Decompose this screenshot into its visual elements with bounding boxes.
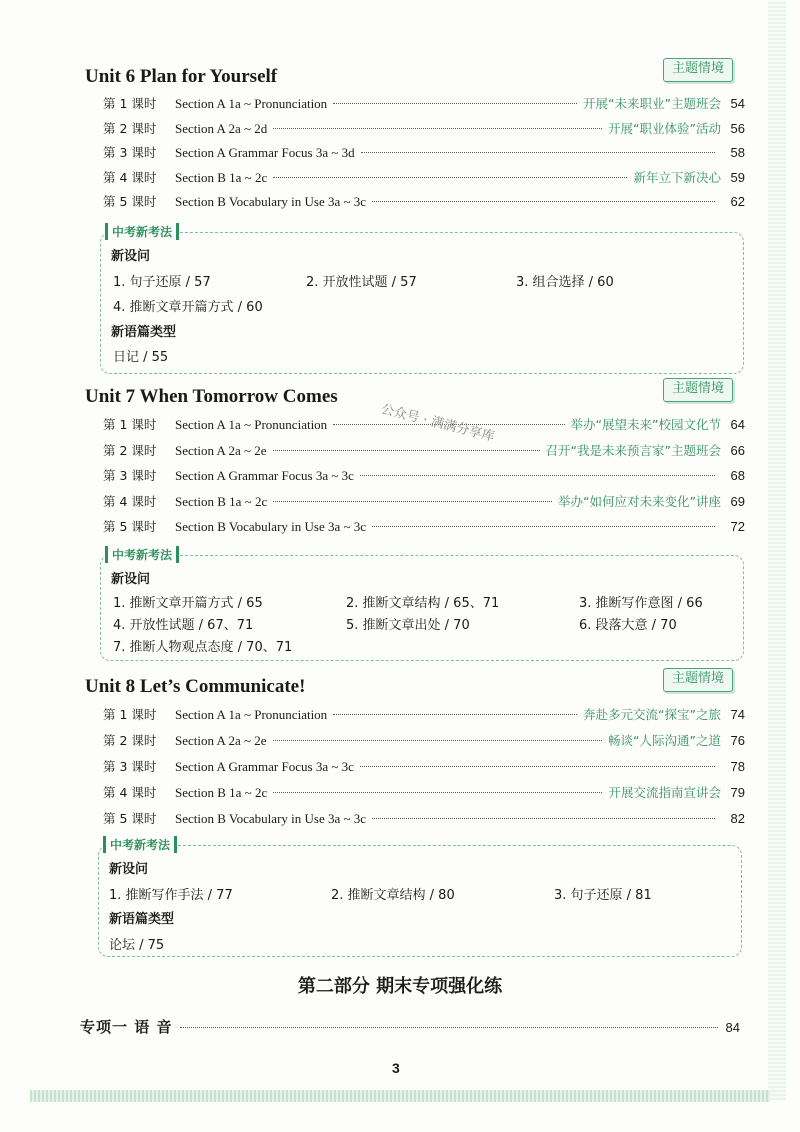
new-question-heading: 新设问 (111, 249, 151, 264)
lesson-section: Section A Grammar Focus 3a ~ 3c (175, 468, 354, 483)
exam-box-label: 中考新考法 (105, 546, 179, 563)
lesson-page: 74 (730, 707, 745, 722)
unit-6-section (85, 61, 745, 215)
lesson-section: Section B Vocabulary in Use 3a ~ 3c (175, 811, 367, 826)
exam-item: 1. 句子还原 / 57 (113, 275, 211, 290)
page-number: 3 (392, 1060, 400, 1076)
unit-8-lesson-list (85, 702, 745, 832)
genre-item: 论坛 / 75 (109, 938, 165, 953)
lesson-page: 69 (730, 493, 745, 509)
unit-7-exam-box (100, 548, 744, 661)
lesson-theme: 开展“职业体验”活动 (608, 120, 721, 136)
lesson-theme: 新年立下新决心 (633, 169, 721, 185)
leader-dots (273, 450, 540, 451)
unit-8-section (85, 671, 745, 832)
unit-6-title: Unit 6 Plan for Yourself (85, 66, 278, 87)
lesson-page: 79 (730, 785, 745, 800)
leader-dots (361, 152, 715, 153)
lesson-page: 78 (730, 759, 745, 774)
lesson-number: 第 3 课时 (103, 759, 157, 774)
unit-7-lesson-3[interactable] (85, 463, 745, 489)
lesson-theme: 开展“未来职业”主题班会 (583, 96, 721, 111)
page-edge-decoration (768, 0, 786, 1100)
lesson-theme: 开展交流指南宣讲会 (608, 785, 721, 800)
unit-8-title: Unit 8 Let’s Communicate! (85, 676, 306, 697)
lesson-number: 第 2 课时 (103, 733, 157, 748)
lesson-page: 62 (730, 194, 745, 209)
leader-dots (333, 714, 577, 715)
new-question-heading: 新设问 (111, 572, 151, 587)
special-1-entry[interactable] (80, 1016, 740, 1037)
exam-item: 5. 推断文章出处 / 70 (346, 618, 470, 633)
footer-decoration (30, 1090, 770, 1102)
lesson-number: 第 2 课时 (103, 120, 157, 136)
exam-item: 2. 推断文章结构 / 80 (331, 888, 455, 903)
leader-dots (273, 792, 602, 793)
lesson-page: 76 (730, 733, 745, 748)
lesson-theme: 奔赴多元交流“探宝”之旅 (583, 707, 721, 722)
unit-8-lesson-1[interactable] (85, 702, 745, 728)
unit-8-lesson-4[interactable] (85, 780, 745, 806)
lesson-section: Section A 2a ~ 2e (175, 733, 267, 748)
lesson-theme: 畅谈“人际沟通”之道 (608, 733, 721, 748)
unit-7-theme-tag: 主题情境 (663, 378, 733, 402)
lesson-page: 66 (730, 442, 745, 458)
lesson-number: 第 5 课时 (103, 519, 157, 534)
lesson-section: Section A 1a ~ Pronunciation (175, 707, 328, 722)
leader-dots (372, 526, 715, 527)
exam-box-label: 中考新考法 (105, 223, 179, 240)
exam-item: 4. 推断文章开篇方式 / 60 (113, 300, 263, 315)
lesson-section: Section B Vocabulary in Use 3a ~ 3c (175, 194, 367, 209)
exam-item: 2. 推断文章结构 / 65、71 (346, 596, 500, 611)
lesson-theme: 举办“如何应对未来变化”讲座 (558, 493, 721, 509)
exam-item: 1. 推断写作手法 / 77 (109, 888, 233, 903)
lesson-number: 第 5 课时 (103, 811, 157, 826)
lesson-number: 第 4 课时 (103, 493, 157, 509)
unit-6-lesson-3[interactable] (85, 141, 745, 166)
leader-dots (333, 103, 577, 104)
unit-8-theme-tag: 主题情境 (663, 668, 733, 692)
leader-dots (273, 128, 602, 129)
lesson-number: 第 5 课时 (103, 194, 157, 209)
unit-8-lesson-3[interactable] (85, 754, 745, 780)
leader-dots (273, 740, 603, 741)
unit-7-lesson-list (85, 412, 745, 540)
leader-dots (180, 1027, 717, 1028)
unit-7-lesson-2[interactable] (85, 438, 745, 464)
unit-8-lesson-5[interactable] (85, 806, 745, 832)
lesson-number: 第 1 课时 (103, 707, 157, 722)
unit-6-theme-tag: 主题情境 (663, 58, 733, 82)
exam-box-label: 中考新考法 (103, 836, 177, 853)
exam-item: 4. 开放性试题 / 67、71 (113, 618, 254, 633)
new-genre-heading: 新语篇类型 (111, 325, 177, 340)
lesson-theme: 举办“展望未来”校园文化节 (570, 417, 721, 432)
lesson-page: 64 (730, 417, 745, 432)
genre-item: 日记 / 55 (113, 350, 169, 365)
lesson-section: Section A 2a ~ 2d (175, 120, 268, 136)
exam-item: 2. 开放性试题 / 57 (306, 275, 417, 290)
watermark: 公众号 · 满满分享库 (379, 402, 497, 445)
lesson-section: Section A 1a ~ Pronunciation (175, 417, 328, 432)
unit-6-lesson-list (85, 92, 745, 215)
unit-7-lesson-4[interactable] (85, 489, 745, 515)
unit-7-title: Unit 7 When Tomorrow Comes (85, 386, 338, 407)
lesson-number: 第 1 课时 (103, 96, 157, 111)
exam-item: 3. 推断写作意图 / 66 (579, 596, 703, 611)
unit-6-lesson-4[interactable] (85, 166, 745, 191)
unit-6-lesson-2[interactable] (85, 117, 745, 142)
exam-item: 6. 段落大意 / 70 (579, 618, 677, 633)
exam-item: 3. 组合选择 / 60 (516, 275, 614, 290)
exam-item: 3. 句子还原 / 81 (554, 888, 652, 903)
lesson-number: 第 1 课时 (103, 417, 157, 432)
leader-dots (360, 766, 715, 767)
lesson-section: Section B 1a ~ 2c (175, 169, 268, 185)
unit-6-lesson-5[interactable] (85, 190, 745, 215)
unit-7-lesson-5[interactable] (85, 514, 745, 540)
unit-6-exam-box (100, 225, 744, 374)
lesson-page: 82 (730, 811, 745, 826)
lesson-page: 72 (730, 519, 745, 534)
exam-item: 7. 推断人物观点态度 / 70、71 (113, 640, 293, 655)
lesson-theme: 召开“我是未来预言家”主题班会 (545, 442, 721, 458)
new-question-heading: 新设问 (109, 862, 149, 877)
lesson-page: 54 (730, 96, 745, 111)
special-1-page: 84 (725, 1020, 740, 1035)
lesson-section: Section A Grammar Focus 3a ~ 3d (175, 145, 355, 160)
lesson-number: 第 3 课时 (103, 468, 157, 483)
unit-8-lesson-2[interactable] (85, 728, 745, 754)
lesson-page: 58 (730, 145, 745, 160)
leader-dots (372, 818, 715, 819)
lesson-number: 第 3 课时 (103, 145, 157, 160)
lesson-section: Section B 1a ~ 2c (175, 493, 268, 509)
lesson-page: 59 (730, 169, 745, 185)
unit-8-exam-box (98, 838, 742, 957)
leader-dots (273, 177, 627, 178)
new-genre-heading: 新语篇类型 (109, 912, 175, 927)
lesson-section: Section A 2a ~ 2e (175, 442, 267, 458)
lesson-number: 第 4 课时 (103, 169, 157, 185)
part-2-title: 第二部分 期末专项强化练 (297, 976, 503, 997)
lesson-section: Section B 1a ~ 2c (175, 785, 268, 800)
lesson-section: Section B Vocabulary in Use 3a ~ 3c (175, 519, 367, 534)
lesson-page: 68 (730, 468, 745, 483)
lesson-page: 56 (730, 120, 745, 136)
lesson-section: Section A Grammar Focus 3a ~ 3c (175, 759, 354, 774)
exam-item: 1. 推断文章开篇方式 / 65 (113, 596, 263, 611)
leader-dots (273, 501, 552, 502)
lesson-section: Section A 1a ~ Pronunciation (175, 96, 328, 111)
lesson-number: 第 2 课时 (103, 442, 157, 458)
leader-dots (360, 475, 715, 476)
unit-6-lesson-1[interactable] (85, 92, 745, 117)
lesson-number: 第 4 课时 (103, 785, 157, 800)
special-1-label: 专项一 语 音 (80, 1018, 173, 1036)
leader-dots (372, 201, 715, 202)
